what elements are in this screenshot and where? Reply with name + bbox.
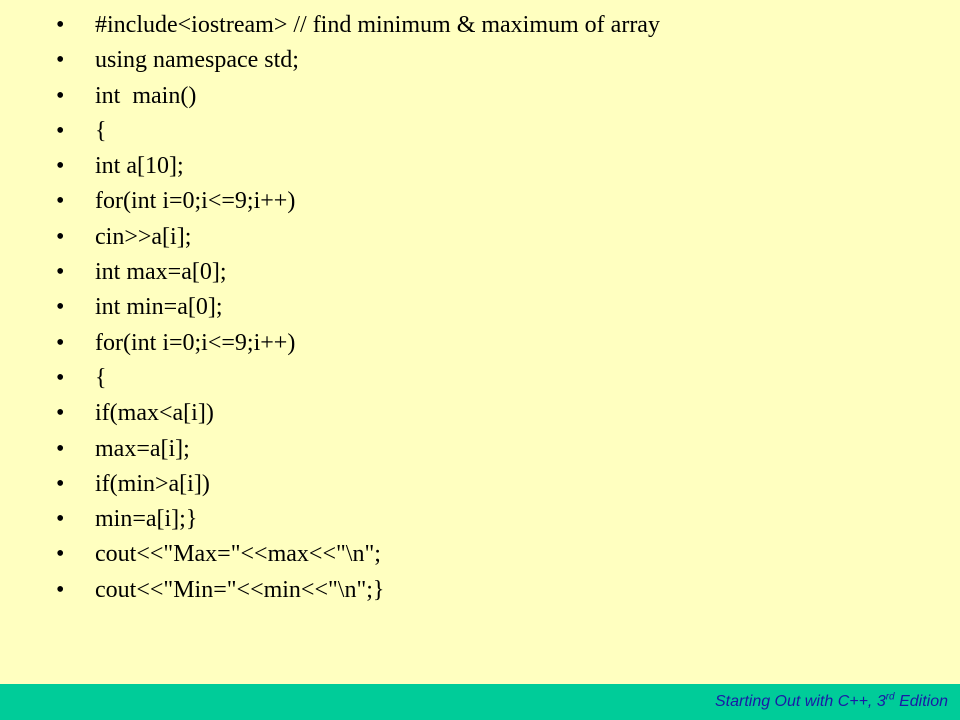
footer-title-text: Starting Out with C++, 3 [714,693,886,710]
code-line-text: for(int i=0;i<=9;i++) [95,329,296,356]
bullet-icon: • [56,435,65,462]
bullet-icon: • [56,47,65,74]
bullet-icon: • [56,506,65,533]
code-line-text: cout<<"Max="<<max<<"\n"; [95,541,381,568]
code-line-text: min=a[i];} [95,506,198,533]
code-line-text: { [95,117,107,144]
bullet-icon: • [56,364,65,391]
code-line-text: int a[10]; [95,153,184,180]
code-line-text: int min=a[0]; [95,294,223,321]
bullet-icon: • [56,400,65,427]
code-line-text: int max=a[0]; [95,259,227,286]
footer-edition-label: Edition [894,693,948,710]
code-line-text: cin>>a[i]; [95,223,192,250]
bullet-icon: • [56,188,65,215]
bullet-icon: • [56,541,65,568]
code-line-text: int main() [95,82,197,109]
footer-book-title [715,693,948,711]
code-line-text: { [95,364,107,391]
code-line-text: max=a[i]; [95,435,190,462]
code-line-text: cout<<"Min="<<min<<"\n";} [95,576,385,603]
code-line-text: for(int i=0;i<=9;i++) [95,188,296,215]
footer-ordinal-suffix: rd [885,691,895,703]
bullet-icon: • [56,470,65,497]
bullet-icon: • [56,12,65,38]
bullet-icon: • [56,153,65,180]
bullet-icon: • [56,117,65,144]
bullet-icon: • [56,259,65,286]
bullet-icon: • [56,576,65,603]
bullet-icon: • [56,82,65,109]
footer-bar [0,684,960,720]
code-line-text: #include<iostream> // find minimum & maximum of array [95,12,660,38]
code-line-text: if(max<a[i]) [95,400,214,427]
code-line-text: using namespace std; [95,47,299,74]
bullet-icon: • [56,223,65,250]
bullet-icon: • [56,294,65,321]
code-line-text: if(min>a[i]) [95,470,210,497]
bullet-icon: • [56,329,65,356]
